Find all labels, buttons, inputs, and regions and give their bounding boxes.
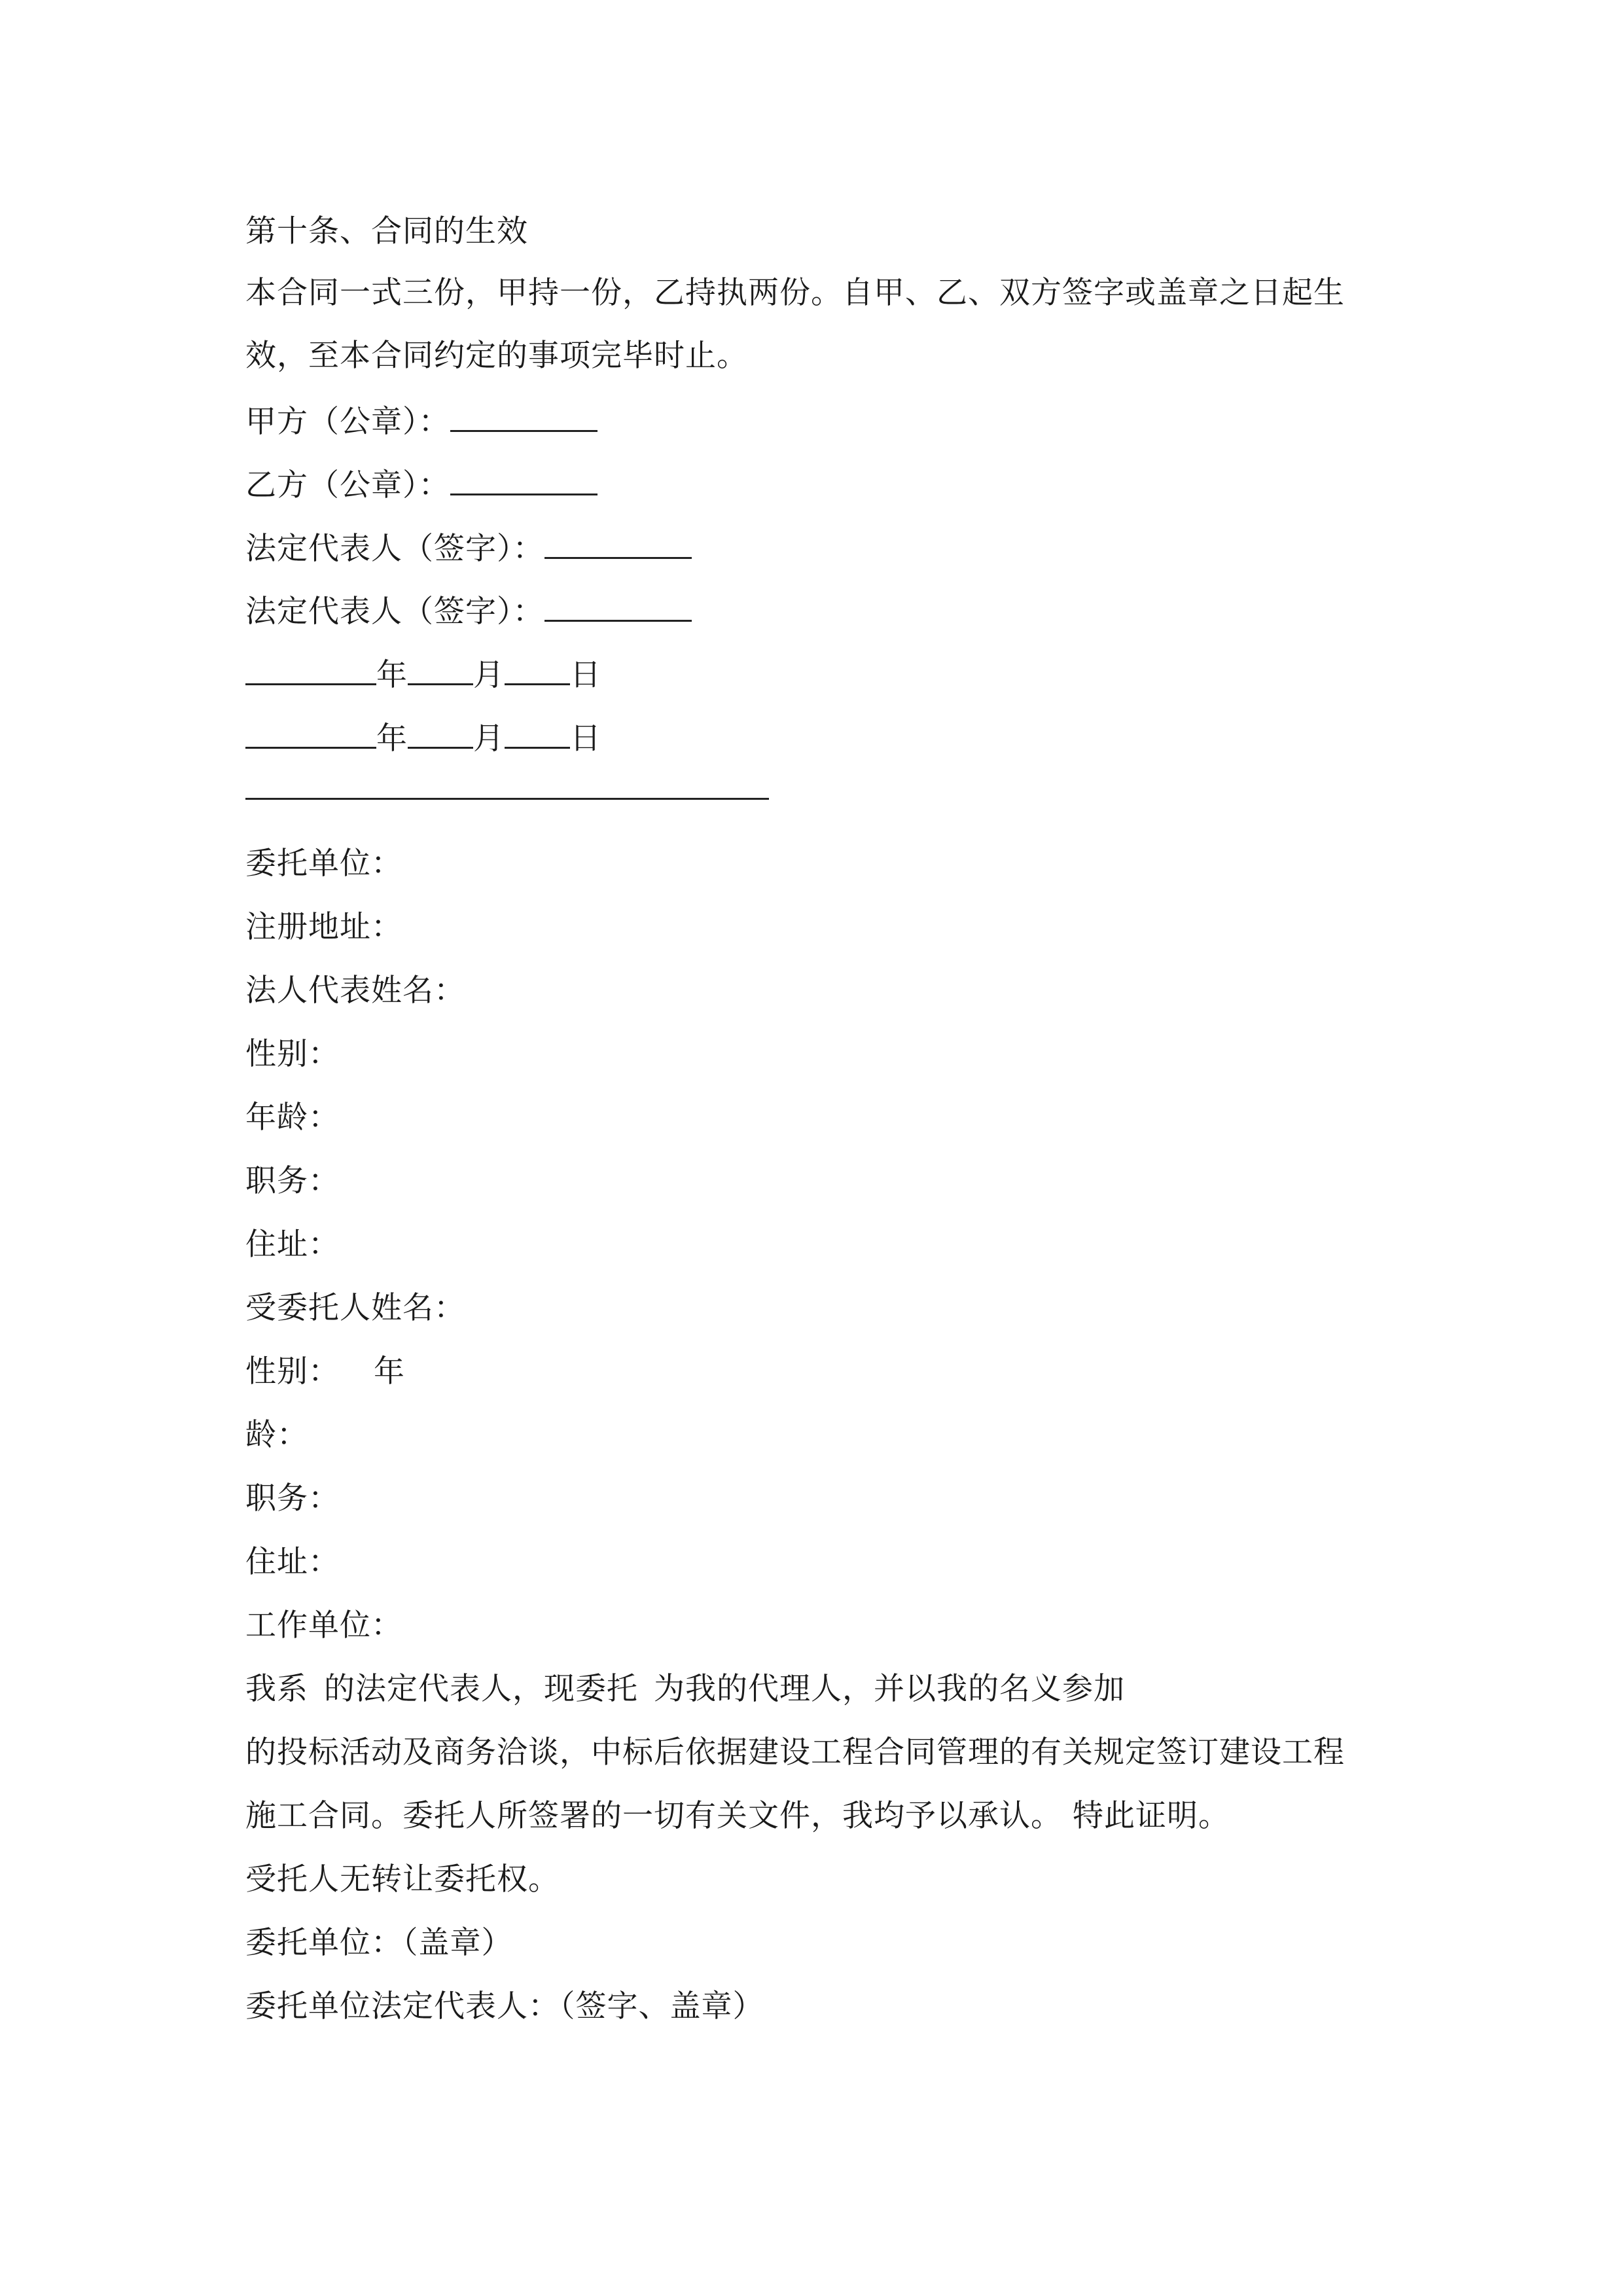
party-b-seal-blank[interactable] <box>450 467 597 495</box>
date-row-1 <box>245 657 601 691</box>
day-label: 日 <box>570 721 601 757</box>
section-divider <box>245 798 769 800</box>
month-blank[interactable] <box>408 721 473 749</box>
position-field: 职务： <box>245 1163 340 1199</box>
party-b-seal-row <box>245 467 597 501</box>
legal-rep-1-row <box>245 531 692 567</box>
authorization-seg-2: 的法定代表人，现委托 <box>324 1671 638 1707</box>
effect-clause-line-1: 本合同一式三份，甲持一份，乙持执两份。自甲、乙、双方签字或盖章之日起生 <box>245 275 1345 311</box>
registered-address-field: 注册地址： <box>245 909 402 945</box>
year-blank[interactable] <box>245 657 376 685</box>
agent-age-label-part2: 龄： <box>245 1417 308 1453</box>
day-blank[interactable] <box>505 657 570 685</box>
agent-age-label-part1: 年 <box>374 1354 405 1390</box>
legal-rep-2-label: 法定代表人（签字）： <box>245 594 544 630</box>
month-label: 月 <box>473 721 505 757</box>
legal-rep-1-label: 法定代表人（签字）： <box>245 531 544 567</box>
legal-rep-1-blank[interactable] <box>544 531 692 559</box>
month-blank[interactable] <box>408 657 473 685</box>
principal-seal-line: 委托单位：（盖章） <box>245 1925 513 1961</box>
legal-person-name-field: 法人代表姓名： <box>245 973 465 1009</box>
gender-field: 性别： <box>245 1036 340 1072</box>
authorization-line-1 <box>245 1671 1125 1707</box>
day-blank[interactable] <box>505 721 570 749</box>
legal-rep-2-row <box>245 594 692 630</box>
day-label: 日 <box>570 657 601 693</box>
authorization-line-2: 的投标活动及商务洽谈，中标后依据建设工程合同管理的有关规定签订建设工程 <box>245 1734 1345 1770</box>
agent-address-field: 住址： <box>245 1544 340 1580</box>
principal-unit-field: 委托单位： <box>245 846 402 882</box>
agent-position-field: 职务： <box>245 1480 340 1516</box>
date-row-2 <box>245 721 601 757</box>
agent-name-field: 受委托人姓名： <box>245 1290 465 1326</box>
party-b-seal-label: 乙方（公章）： <box>245 467 450 503</box>
legal-rep-2-blank[interactable] <box>544 594 692 622</box>
agent-work-unit-field: 工作单位： <box>245 1607 402 1643</box>
year-label: 年 <box>376 721 408 757</box>
section-title: 第十条、合同的生效 <box>245 213 528 249</box>
authorization-line-3: 施工合同。委托人所签署的一切有关文件，我均予以承认。 特此证明。 <box>245 1798 1230 1834</box>
month-label: 月 <box>473 657 505 693</box>
agent-gender-row <box>245 1354 405 1390</box>
authorization-line-4: 受托人无转让委托权。 <box>245 1861 560 1897</box>
age-field: 年龄： <box>245 1100 340 1136</box>
address-field: 住址： <box>245 1227 340 1263</box>
party-a-seal-label: 甲方（公章）： <box>245 404 450 440</box>
party-a-seal-blank[interactable] <box>450 404 597 432</box>
year-label: 年 <box>376 657 408 693</box>
party-a-seal-row <box>245 404 597 440</box>
authorization-seg-1: 我系 <box>245 1671 308 1707</box>
year-blank[interactable] <box>245 721 376 749</box>
agent-gender-label: 性别： <box>245 1354 340 1390</box>
authorization-seg-3: 为我的代理人，并以我的名义参加 <box>654 1671 1125 1707</box>
effect-clause-line-2: 效，至本合同约定的事项完毕时止。 <box>245 338 748 374</box>
principal-legal-rep-line: 委托单位法定代表人：（签字、盖章） <box>245 1988 764 2024</box>
